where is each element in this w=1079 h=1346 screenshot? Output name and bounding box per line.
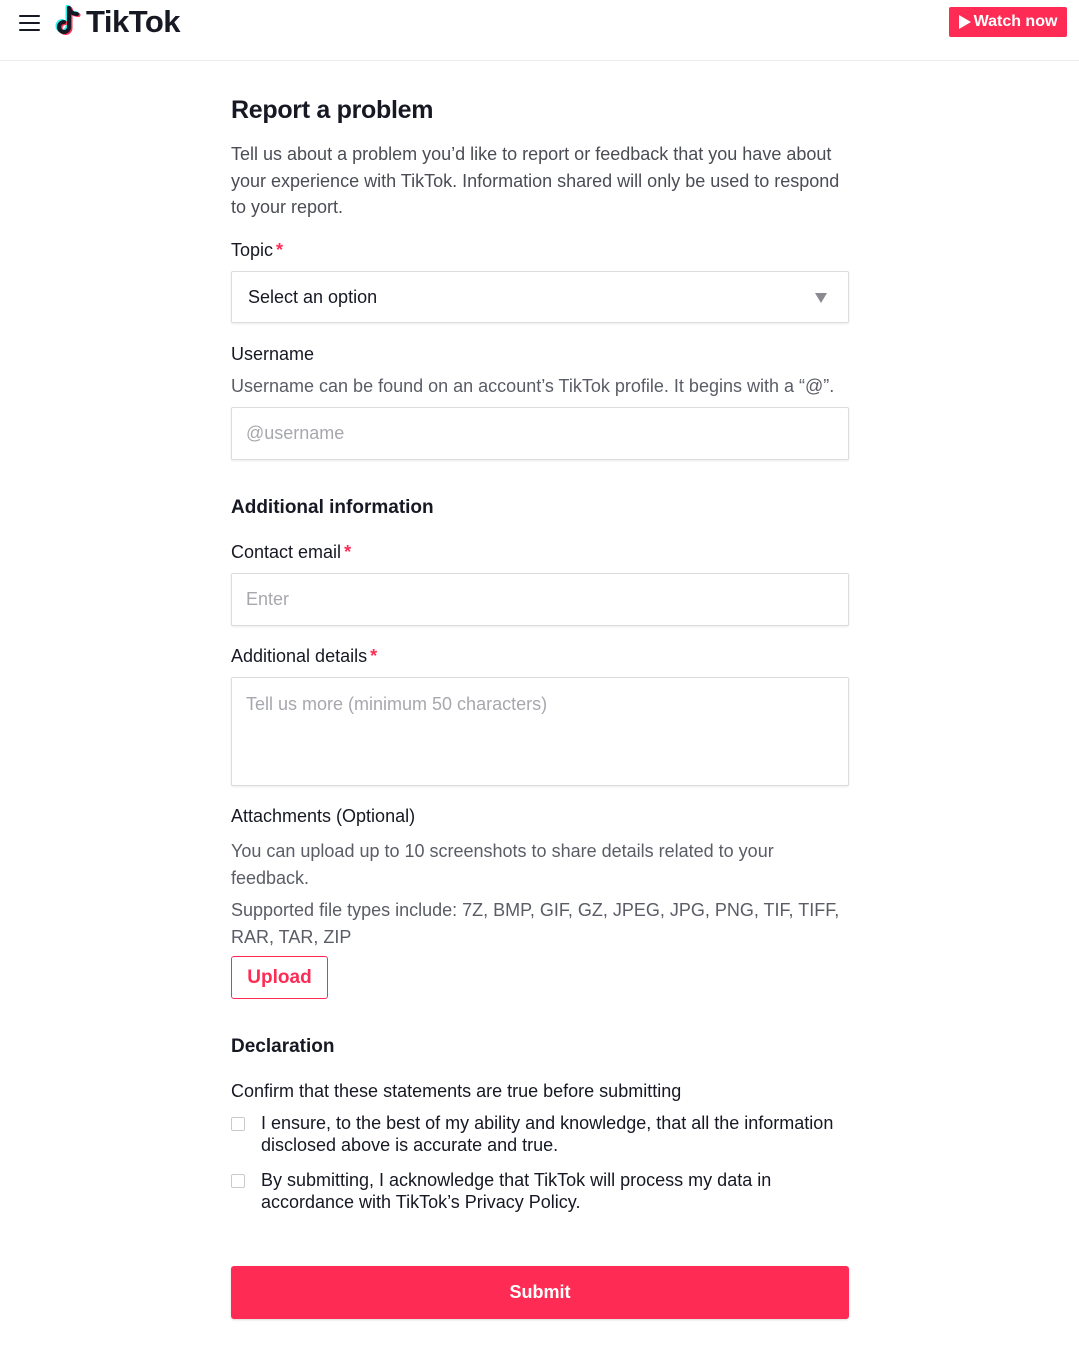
topic-label <box>231 240 283 261</box>
submit-button[interactable]: Submit <box>231 1266 849 1319</box>
contact-email-input[interactable] <box>232 574 848 625</box>
username-label: Username <box>231 344 315 364</box>
hamburger-menu-icon[interactable] <box>19 14 41 32</box>
contact-email-field-wrapper <box>231 573 849 626</box>
watch-now-button[interactable] <box>949 7 1067 37</box>
page-title: Report a problem <box>231 96 434 124</box>
top-navigation-bar <box>0 0 1079 61</box>
declaration-subtitle: Confirm that these statements are true before submitting <box>231 1081 682 1101</box>
topic-select-value: Select an option <box>248 286 378 307</box>
username-input[interactable] <box>232 408 848 459</box>
privacy-checkbox[interactable] <box>231 1174 245 1188</box>
required-asterisk: * <box>370 646 378 666</box>
contact-email-label-text: Contact email <box>231 542 342 562</box>
privacy-statement: By submitting, I acknowledge that TikTok will process my data in accordance with TikTok’s Privacy Policy. <box>261 1170 772 1212</box>
required-asterisk: * <box>344 542 352 562</box>
username-field-wrapper <box>231 407 849 460</box>
declaration-heading: Declaration <box>231 1036 335 1057</box>
topic-select[interactable] <box>231 271 849 323</box>
accuracy-checkbox[interactable] <box>231 1117 245 1131</box>
upload-button[interactable]: Upload <box>231 956 328 999</box>
username-help-text: Username can be found on an account’s TikTok profile. It begins with a “@”. <box>231 376 835 396</box>
declaration-accuracy-row <box>231 1112 849 1156</box>
accuracy-statement: I ensure, to the best of my ability and knowledge, that all the information disclosed above is accurate and true. <box>261 1113 834 1155</box>
supported-file-types-text: Supported file types include: 7Z, BMP, GIF, GZ, JPEG, JPG, PNG, TIF, TIFF, RAR, TAR, ZIP <box>231 900 840 947</box>
additional-details-textarea[interactable] <box>232 678 848 785</box>
play-icon <box>959 15 971 29</box>
topic-label-text: Topic <box>231 240 274 260</box>
attachments-label: Attachments (Optional) <box>231 806 416 826</box>
additional-information-heading: Additional information <box>231 497 434 518</box>
declaration-privacy-row <box>231 1169 849 1213</box>
logo-wordmark: TikTok <box>86 4 181 39</box>
additional-details-field-wrapper <box>231 677 849 786</box>
intro-text: Tell us about a problem you’d like to report or feedback that you have about your experience with TikTok. Information shared will only be used to respond to your report. <box>231 144 840 217</box>
additional-details-label-text: Additional details <box>231 646 368 666</box>
tiktok-logo[interactable] <box>52 3 180 41</box>
required-asterisk: * <box>276 240 284 260</box>
attachments-help-text: You can upload up to 10 screenshots to share details related to your feedback. <box>231 841 774 888</box>
dropdown-caret-icon <box>815 293 827 303</box>
contact-email-label <box>231 542 351 563</box>
watch-now-label: Watch now <box>973 13 1058 30</box>
additional-details-label <box>231 646 377 667</box>
tiktok-note-icon <box>52 5 82 39</box>
